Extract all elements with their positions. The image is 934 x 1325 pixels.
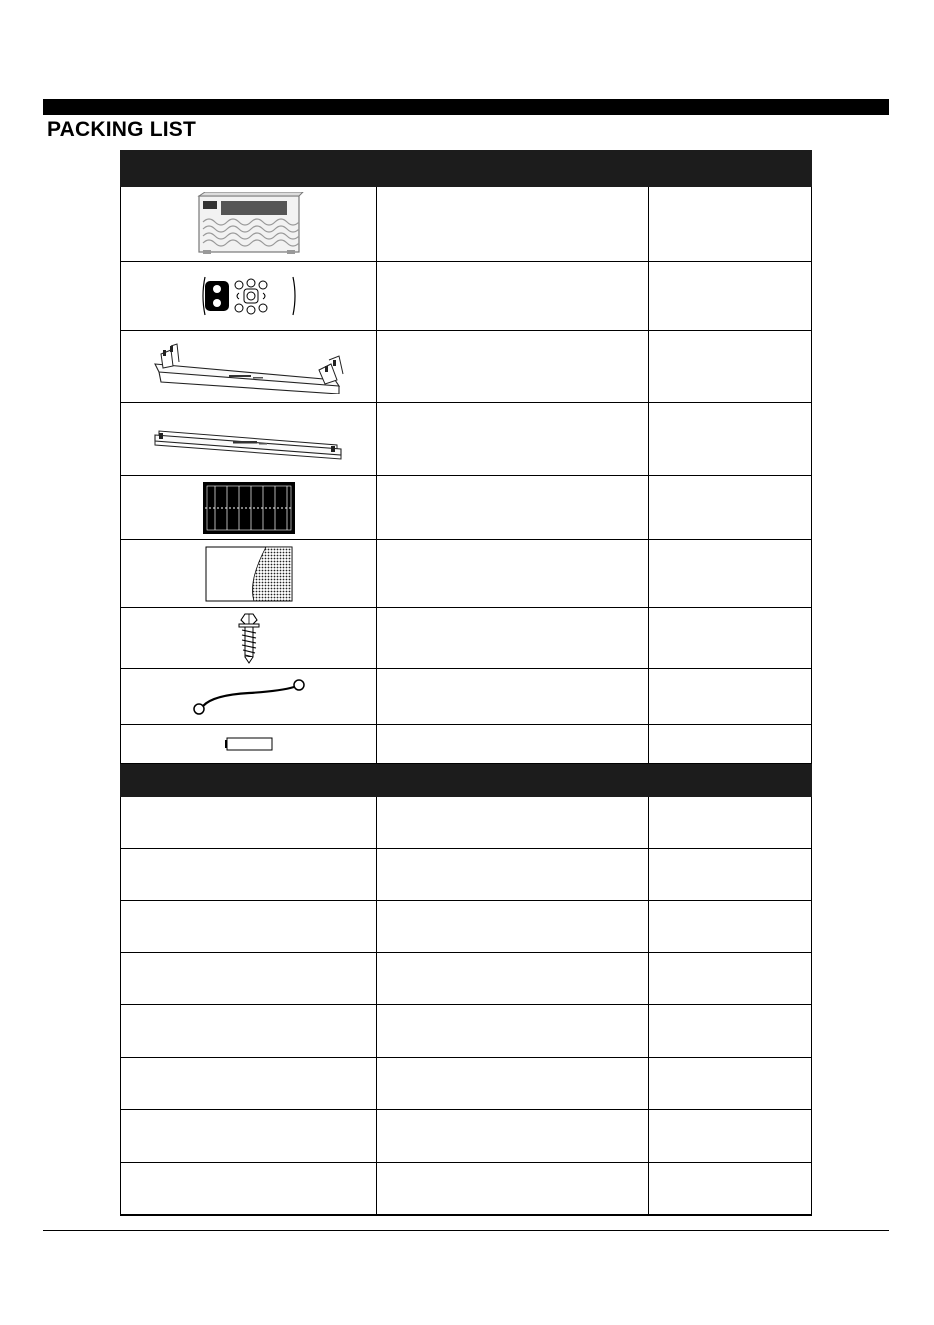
part-qty-cell <box>649 476 812 540</box>
doc-desc-cell <box>377 1005 649 1058</box>
table-row <box>121 1110 812 1163</box>
battery-icon <box>224 736 274 752</box>
doc-desc-cell <box>377 953 649 1005</box>
part-qty-cell <box>649 725 812 764</box>
doc-desc-cell <box>377 1110 649 1163</box>
screw-icon <box>237 612 261 664</box>
part-image-cell <box>121 608 377 669</box>
footer-page-mark <box>0 1318 70 1325</box>
table-section-header-row <box>121 764 812 797</box>
table-row <box>121 540 812 608</box>
part-qty-cell <box>649 608 812 669</box>
table-row <box>121 1163 812 1215</box>
doc-name-cell <box>121 953 377 1005</box>
part-image-cell <box>121 403 377 476</box>
header-cell <box>121 151 377 187</box>
part-image-cell <box>121 476 377 540</box>
part-image-cell <box>121 669 377 725</box>
table-row <box>121 476 812 540</box>
part-image-cell <box>121 262 377 331</box>
part-qty-cell <box>649 403 812 476</box>
doc-name-cell <box>121 901 377 953</box>
doc-qty-cell <box>649 1058 812 1110</box>
part-name-cell <box>377 476 649 540</box>
doc-desc-cell <box>377 1163 649 1215</box>
page-title: PACKING LIST <box>47 118 197 141</box>
safety-lock-cable-icon <box>189 677 309 717</box>
doc-qty-cell <box>649 1110 812 1163</box>
doc-name-cell <box>121 1163 377 1215</box>
part-image-cell <box>121 187 377 262</box>
table-row <box>121 331 812 403</box>
part-image-cell <box>121 540 377 608</box>
doc-desc-cell <box>377 1058 649 1110</box>
table-row <box>121 669 812 725</box>
table-header-row <box>121 151 812 187</box>
table-row <box>121 187 812 262</box>
doc-desc-cell <box>377 901 649 953</box>
header-cell <box>121 764 377 797</box>
header-cell <box>377 151 649 187</box>
part-name-cell <box>377 669 649 725</box>
remote-control-icon <box>199 273 299 319</box>
doc-qty-cell <box>649 797 812 849</box>
part-qty-cell <box>649 187 812 262</box>
part-image-cell <box>121 331 377 403</box>
doc-name-cell <box>121 849 377 901</box>
part-name-cell <box>377 608 649 669</box>
table-row <box>121 953 812 1005</box>
air-conditioner-unit-icon <box>191 192 307 256</box>
footer-rule <box>43 1230 889 1231</box>
part-qty-cell <box>649 262 812 331</box>
doc-name-cell <box>121 1110 377 1163</box>
doc-name-cell <box>121 1005 377 1058</box>
header-bar <box>43 99 889 115</box>
part-name-cell <box>377 725 649 764</box>
top-rail-channel-icon <box>151 417 347 461</box>
part-name-cell <box>377 187 649 262</box>
part-name-cell <box>377 540 649 608</box>
doc-qty-cell <box>649 849 812 901</box>
header-cell <box>649 764 812 797</box>
doc-desc-cell <box>377 797 649 849</box>
part-name-cell <box>377 403 649 476</box>
table-row <box>121 1005 812 1058</box>
part-name-cell <box>377 262 649 331</box>
side-panel-bracket-icon <box>149 340 349 394</box>
doc-name-cell <box>121 797 377 849</box>
doc-qty-cell <box>649 901 812 953</box>
doc-desc-cell <box>377 849 649 901</box>
table-row <box>121 403 812 476</box>
part-image-cell <box>121 725 377 764</box>
table-row <box>121 725 812 764</box>
part-name-cell <box>377 331 649 403</box>
part-qty-cell <box>649 540 812 608</box>
window-seal-sheet-icon <box>204 545 294 603</box>
doc-name-cell <box>121 1058 377 1110</box>
part-qty-cell <box>649 331 812 403</box>
part-qty-cell <box>649 669 812 725</box>
table-row <box>121 901 812 953</box>
doc-qty-cell <box>649 1005 812 1058</box>
table-row <box>121 1058 812 1110</box>
table-row <box>121 262 812 331</box>
table-row <box>121 849 812 901</box>
table-row <box>121 797 812 849</box>
foam-seal-grid-icon <box>201 480 297 536</box>
header-cell <box>649 151 812 187</box>
doc-qty-cell <box>649 1163 812 1215</box>
packing-list-table <box>120 150 812 1216</box>
doc-qty-cell <box>649 953 812 1005</box>
header-cell <box>377 764 649 797</box>
table-row <box>121 608 812 669</box>
